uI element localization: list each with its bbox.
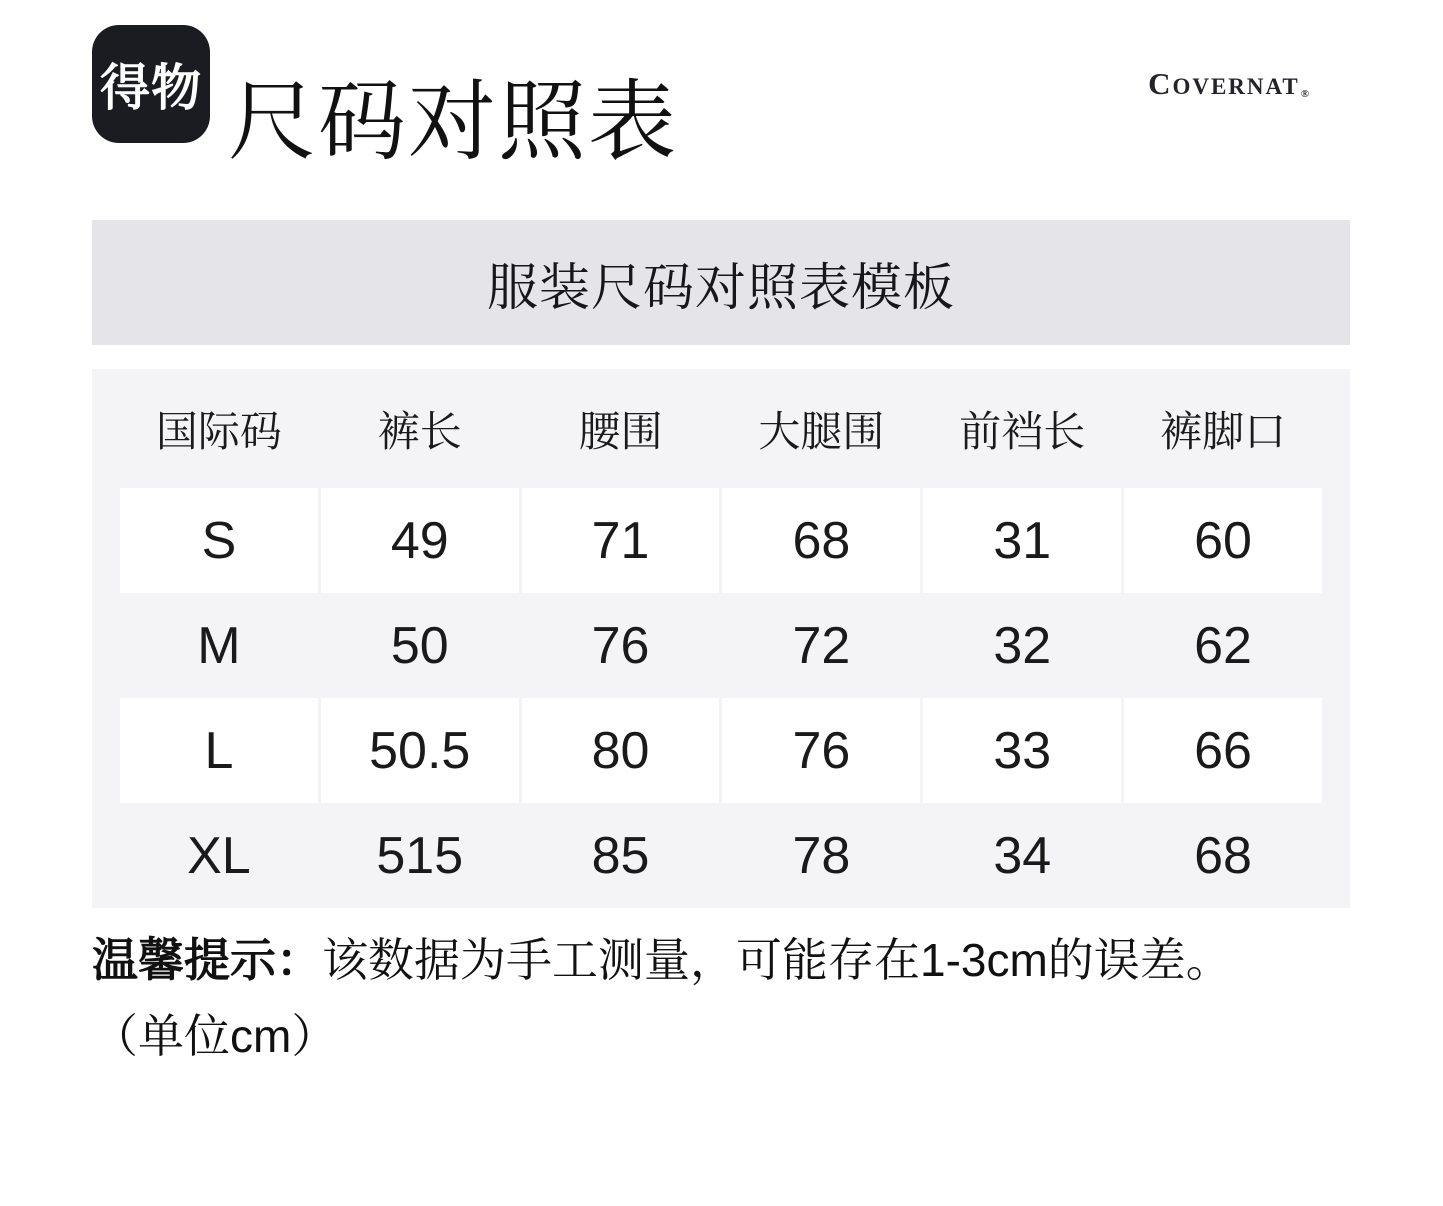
column-header: 大腿围 xyxy=(758,407,885,455)
size-table-header-row xyxy=(120,369,1322,488)
note xyxy=(92,922,1422,1074)
table-cell: 60 xyxy=(1124,488,1322,593)
table-row xyxy=(120,593,1322,698)
table-cell: 33 xyxy=(923,698,1121,803)
table-cell: 49 xyxy=(321,488,519,593)
table-row xyxy=(120,488,1322,593)
table-cell: 78 xyxy=(792,826,851,885)
brand-rest: OVERNAT xyxy=(1172,74,1300,99)
table-cell: 85 xyxy=(591,826,650,885)
table-cell: 72 xyxy=(792,616,851,675)
size-table xyxy=(92,369,1350,908)
size-table-body xyxy=(120,488,1322,908)
table-cell: 71 xyxy=(522,488,720,593)
table-cell: 80 xyxy=(522,698,720,803)
table-cell: 62 xyxy=(1194,616,1252,675)
dewu-logo-text: 得物 xyxy=(100,60,202,116)
table-banner-title: 服装尺码对照表模板 xyxy=(486,258,955,316)
table-cell: L xyxy=(120,698,318,803)
note-line-1 xyxy=(92,922,1422,998)
note-text: 该数据为手工测量，可能存在1-3cm的误差。 xyxy=(322,934,1232,986)
table-banner xyxy=(92,220,1350,345)
note-unit-line: （单位cm） xyxy=(92,1010,338,1062)
table-row xyxy=(120,698,1322,803)
table-cell: 66 xyxy=(1124,698,1322,803)
table-cell: 76 xyxy=(591,616,650,675)
dewu-logo xyxy=(92,25,210,143)
brand-logo xyxy=(1148,66,1311,102)
table-row xyxy=(120,803,1322,908)
table-cell: 515 xyxy=(376,826,464,885)
table-cell: M xyxy=(197,616,241,675)
table-cell: 68 xyxy=(1194,826,1252,885)
brand-initial: C xyxy=(1148,66,1173,101)
column-header: 腰围 xyxy=(578,407,663,455)
column-header: 裤长 xyxy=(377,407,462,455)
column-header: 裤脚口 xyxy=(1160,407,1287,455)
table-cell: 32 xyxy=(993,616,1052,675)
table-cell: 50.5 xyxy=(321,698,519,803)
table-cell: 68 xyxy=(722,488,920,593)
table-cell: XL xyxy=(187,826,251,885)
note-label: 温馨提示： xyxy=(92,934,322,986)
table-cell: 50 xyxy=(390,616,449,675)
table-cell: 76 xyxy=(722,698,920,803)
column-header: 国际码 xyxy=(155,407,282,455)
table-cell: 34 xyxy=(993,826,1052,885)
page-title: 尺码对照表 xyxy=(228,72,679,171)
table-cell: 31 xyxy=(923,488,1121,593)
registered-mark-icon: ® xyxy=(1300,88,1311,100)
table-cell: S xyxy=(120,488,318,593)
column-header: 前裆长 xyxy=(959,407,1086,455)
